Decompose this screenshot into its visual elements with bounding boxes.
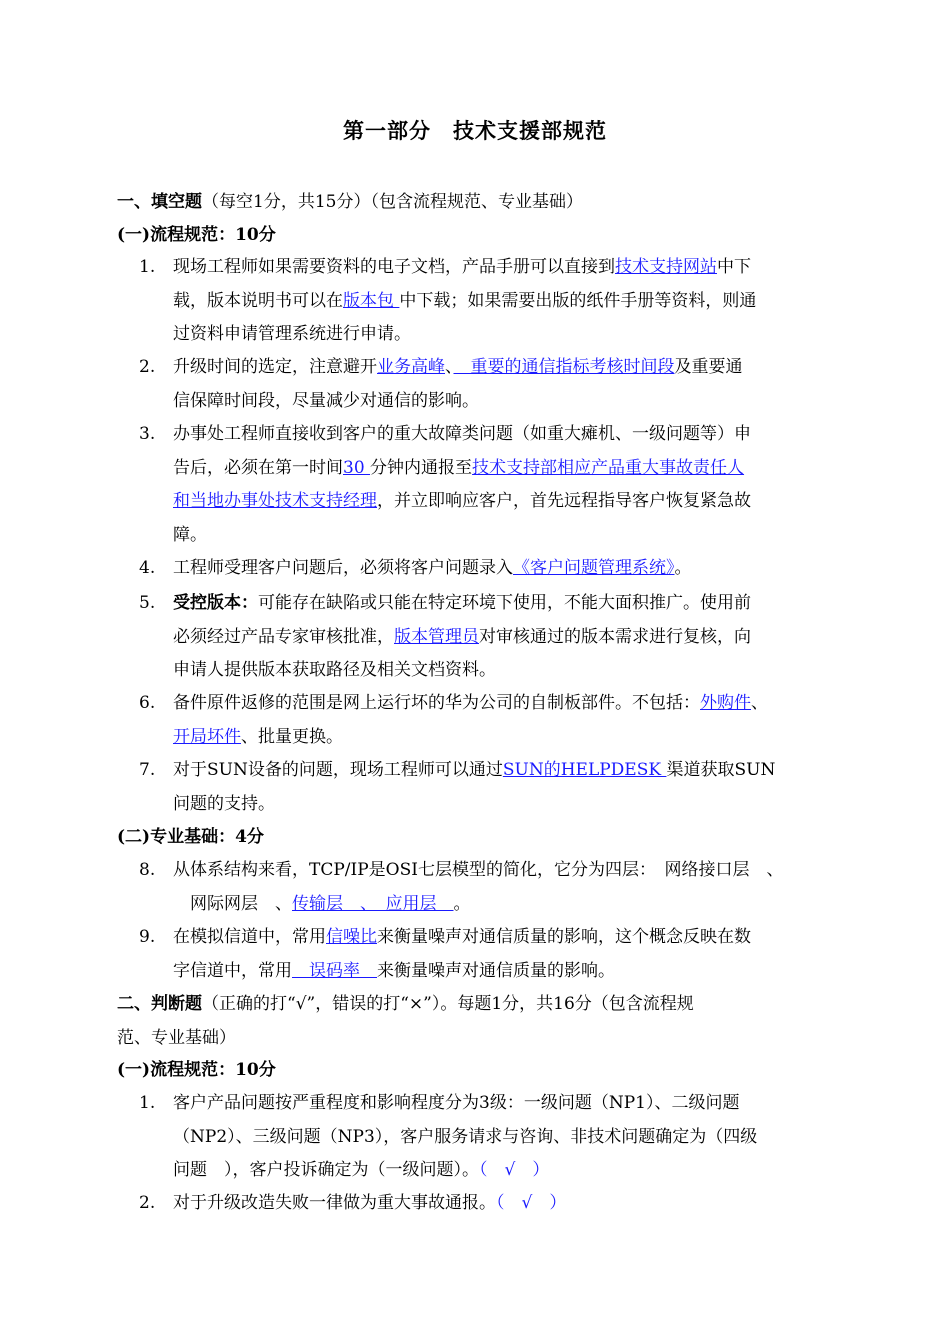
text: 问题 ），客户投诉确定为（一级问题）。 (173, 1160, 479, 1180)
section-note: （每空1分，共15分）（包含流程规范、专业基础） (202, 192, 583, 212)
text: 分钟内通报至 (370, 457, 473, 478)
answer: 应用层 (368, 893, 454, 914)
text: 信保障时间段，尽量减少对通信的影响。 (173, 390, 479, 411)
question-number: 1. (139, 1093, 156, 1113)
question-text (173, 418, 837, 552)
question-number: 4. (139, 558, 156, 578)
text: 客户产品问题按严重程度和影响程度分为3级：一级问题（NP1）、二级问题 (173, 1093, 740, 1113)
answer: 版本管理员 (394, 626, 479, 647)
question-text (173, 854, 837, 921)
text: 渠道获取SUN (666, 760, 776, 780)
text: 问题的支持。 (173, 793, 275, 814)
text: 升级时间的选定，注意避开 (173, 357, 377, 377)
text: 从体系结构来看，TCP/IP是OSI七层模型的简化，它分为四层： 网络接口层 、 (173, 860, 784, 880)
text: 可能存在缺陷或只能在特定环境下使用，不能大面积推广。使用前 (258, 593, 751, 613)
question-text (173, 351, 837, 418)
answer: SUN的HELPDESK (502, 760, 667, 780)
section-note: 范、专业基础） (117, 1028, 236, 1048)
answer: 开局坏件 (173, 726, 241, 747)
question-number: 8. (139, 860, 156, 880)
text: 备件原件返修的范围是网上运行坏的华为公司的自制板部件。不包括： (173, 693, 700, 713)
question-text (173, 754, 837, 821)
answer: 30 (343, 457, 371, 478)
question-number: 1. (139, 257, 156, 277)
page-title: 第一部分 技术支援部规范 (343, 118, 607, 143)
subsection-process-2 (117, 1053, 276, 1087)
text: 来衡量噪声对通信质量的影响。 (377, 960, 615, 981)
text: 对于升级改造失败一律做为重大事故通报。 (173, 1193, 496, 1213)
question-number: 5. (139, 593, 156, 613)
text: 现场工程师如果需要资料的电子文档，产品手册可以直接到 (173, 257, 615, 277)
section-heading: 一、填空题 (117, 192, 202, 212)
section-true-false (117, 987, 837, 1055)
section-heading: 二、判断题 (117, 994, 202, 1014)
answer: （ √ ） (479, 1160, 550, 1180)
text: 中下载；如果需要出版的纸件手册等资料，则通 (399, 290, 757, 311)
question-text (173, 1187, 837, 1221)
text: 字信道中，常用 (173, 960, 292, 981)
text: 工程师受理客户问题后，必须将客户问题录入 (173, 558, 513, 578)
text: 中下 (717, 257, 751, 277)
question-number: 9. (139, 927, 156, 947)
text: （NP2）、三级问题（NP3），客户服务请求与咨询、非技术问题确定为（四级 (173, 1126, 758, 1147)
section-note: （正确的打“√”，错误的打“×”）。每题1分，共16分（包含流程规 (202, 994, 694, 1014)
text: 。 (674, 558, 692, 578)
answer: 信噪比 (326, 927, 377, 947)
answer: （ √ ） (496, 1193, 567, 1213)
text: 申请人提供版本获取路径及相关文档资料。 (173, 660, 496, 680)
subsection-heading: (一)流程规范：10分 (117, 225, 276, 245)
question-number: 3. (139, 424, 156, 444)
answer: 误码率 (292, 960, 377, 981)
answer: 技术支持部相应产品重大事故责任人 (472, 457, 745, 478)
text: 、 (445, 357, 454, 377)
text: 及重要通 (674, 357, 743, 377)
subsection-heading: (二)专业基础：4分 (117, 827, 264, 847)
text: 过资料申请管理系统进行申请。 (173, 324, 411, 344)
subsection-heading: (一)流程规范：10分 (117, 1060, 276, 1080)
question-text (173, 1087, 837, 1188)
text: 、 (751, 693, 768, 713)
answer: 和当地办事处技术支持经理 (173, 491, 377, 511)
question-number: 6. (139, 693, 156, 713)
text: 障。 (173, 524, 207, 545)
subsection-process (117, 218, 276, 252)
text: ，并立即响应客户，首先远程指导客户恢复紧急故 (377, 491, 751, 511)
answer: 外购件 (700, 693, 751, 713)
text: 对审核通过的版本需求进行复核，向 (479, 626, 751, 647)
section-fill-in (117, 185, 583, 219)
text: 办事处工程师直接收到客户的重大故障类问题（如重大瘫机、一级问题等）申 (173, 424, 751, 444)
text: 必须经过产品专家审核批准， (173, 626, 394, 647)
answer: 业务高峰 (377, 357, 445, 377)
text: 、批量更换。 (241, 726, 343, 747)
text: 告后，必须在第一时间 (173, 457, 343, 478)
text: 来衡量噪声对通信质量的影响，这个概念反映在数 (377, 927, 751, 947)
term: 受控版本： (173, 593, 258, 613)
question-text (173, 587, 837, 688)
question-number: 7. (139, 760, 156, 780)
answer: 重要的通信指标考核时间段 (453, 357, 675, 377)
answer: 版本包 (343, 290, 400, 311)
answer: 《客户问题管理系统》 (513, 558, 675, 578)
text: 载，版本说明书可以在 (173, 290, 343, 311)
question-number: 2. (139, 357, 156, 377)
question-text (173, 251, 837, 352)
answer: 传输层 、 (292, 893, 369, 914)
question-number: 2. (139, 1193, 156, 1213)
answer: 技术支持网站 (615, 257, 717, 277)
text: 。 (453, 893, 471, 914)
question-text (173, 921, 837, 988)
text: 在模拟信道中，常用 (173, 927, 326, 947)
subsection-basics (117, 820, 264, 854)
question-text (173, 552, 837, 586)
text: 对于SUN设备的问题，现场工程师可以通过 (173, 760, 503, 780)
text: 网际网层 、 (173, 893, 292, 914)
question-text (173, 687, 837, 754)
